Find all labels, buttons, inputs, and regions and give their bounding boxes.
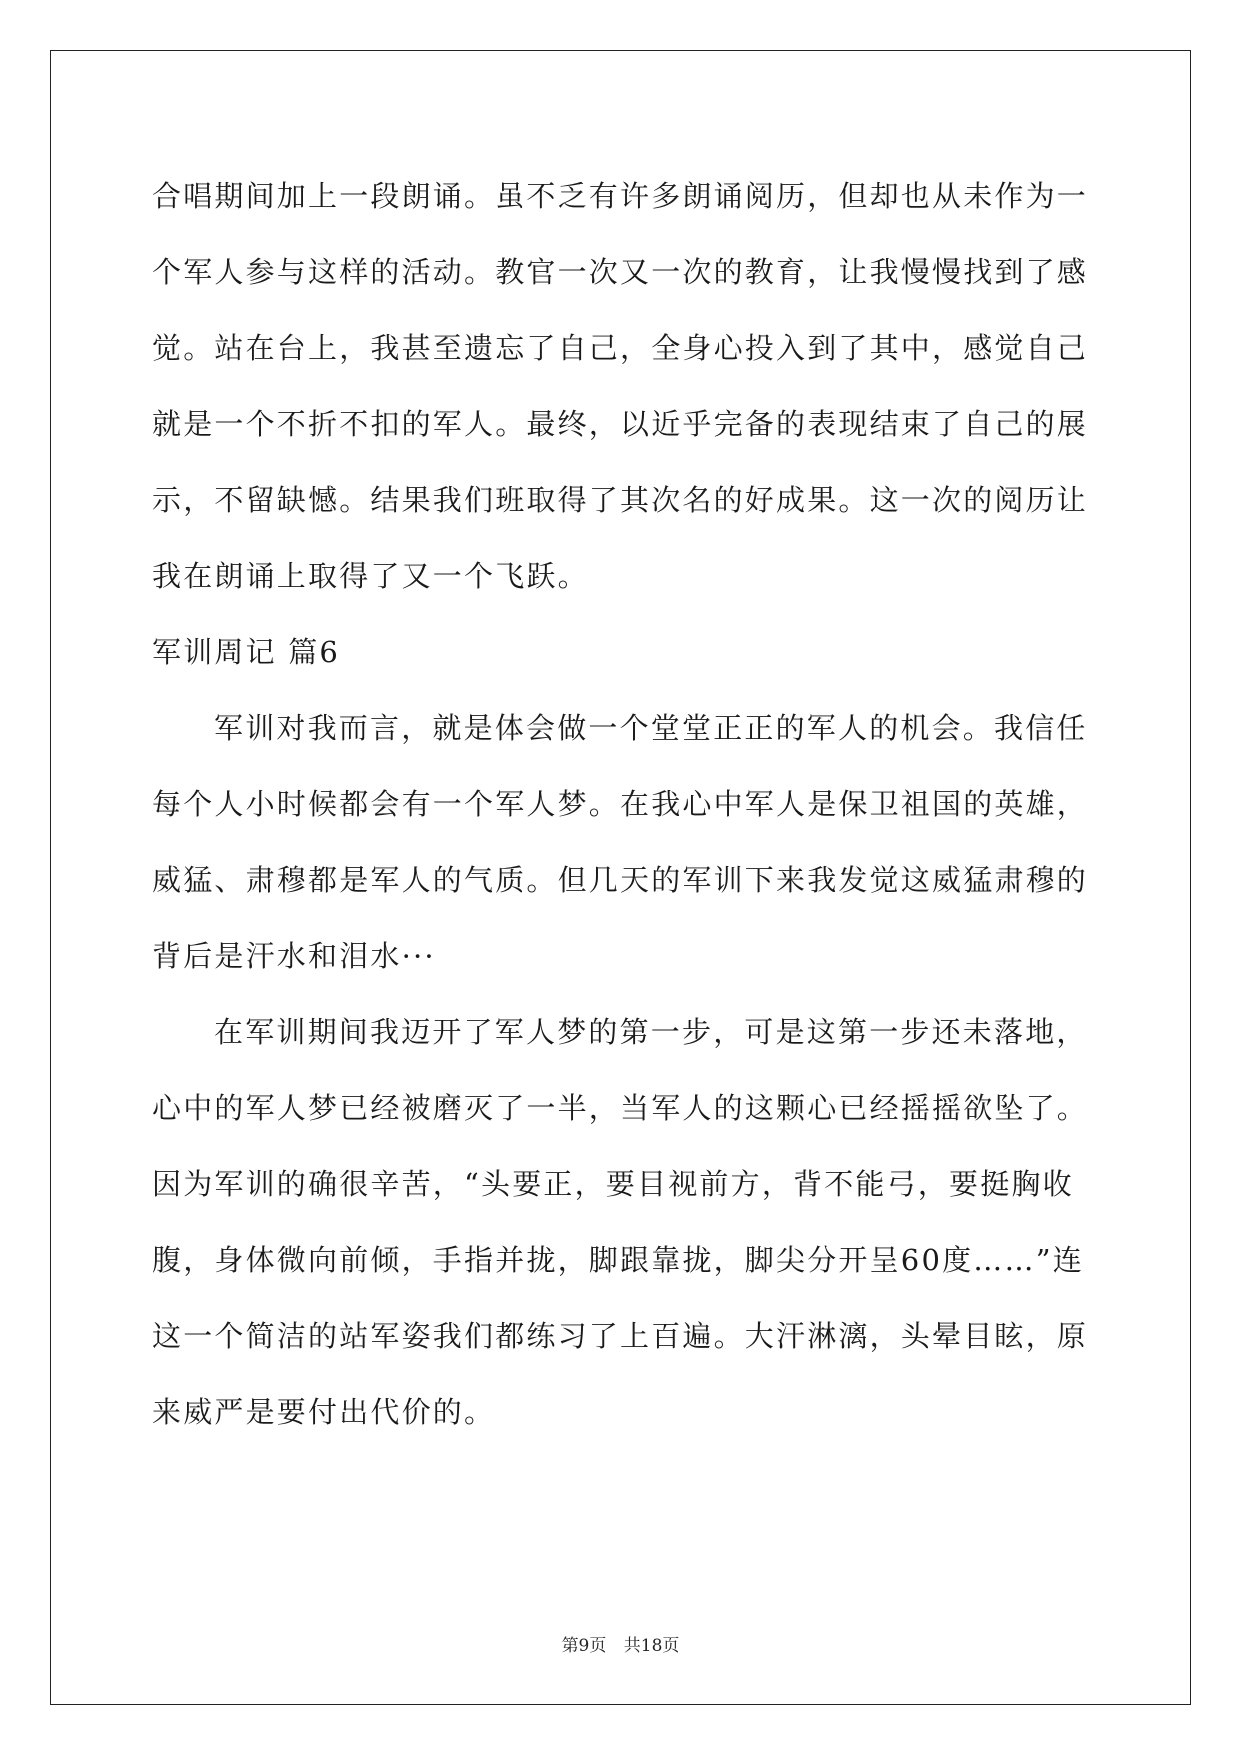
body-line: 合唱期间加上一段朗诵。虽不乏有许多朗诵阅历，但却也从未作为一 — [152, 179, 1089, 213]
body-line: 觉。站在台上，我甚至遗忘了自己，全身心投入到了其中，感觉自己 — [152, 331, 1089, 365]
paragraph-line: 心中的军人梦已经被磨灭了一半，当军人的这颗心已经摇摇欲坠了。 — [152, 1091, 1089, 1125]
paragraph-line: 来威严是要付出代价的。 — [152, 1395, 496, 1429]
paragraph-line: 背后是汗水和泪水··· — [152, 939, 436, 973]
page-number: 第9页 — [561, 1636, 607, 1656]
page-total: 共18页 — [623, 1636, 680, 1656]
page-footer — [0, 1631, 1241, 1656]
paragraph-line: 因为军训的确很辛苦，“头要正，要目视前方，背不能弓，要挺胸收 — [152, 1167, 1074, 1201]
body-line: 就是一个不折不扣的军人。最终，以近乎完备的表现结束了自己的展 — [152, 407, 1089, 441]
paragraph-line: 威猛、肃穆都是军人的气质。但几天的军训下来我发觉这威猛肃穆的 — [152, 863, 1089, 897]
paragraph-line: 这一个简洁的站军姿我们都练习了上百遍。大汗淋漓，头晕目眩，原 — [152, 1319, 1089, 1353]
paragraph-line: 军训对我而言，就是体会做一个堂堂正正的军人的机会。我信任 — [214, 711, 1088, 745]
body-line: 示，不留缺憾。结果我们班取得了其次名的好成果。这一次的阅历让 — [152, 483, 1089, 517]
document-body — [152, 158, 1092, 1450]
body-line: 我在朗诵上取得了又一个飞跃。 — [152, 559, 589, 593]
paragraph-line: 每个人小时候都会有一个军人梦。在我心中军人是保卫祖国的英雄， — [152, 787, 1089, 821]
paragraph-line: 在军训期间我迈开了军人梦的第一步，可是这第一步还未落地， — [214, 1015, 1088, 1049]
section-heading: 军训周记 篇6 — [152, 635, 341, 669]
paragraph-line: 腹，身体微向前倾，手指并拢，脚跟靠拢，脚尖分开呈60度……”连 — [152, 1243, 1084, 1277]
body-line: 个军人参与这样的活动。教官一次又一次的教育，让我慢慢找到了感 — [152, 255, 1089, 289]
